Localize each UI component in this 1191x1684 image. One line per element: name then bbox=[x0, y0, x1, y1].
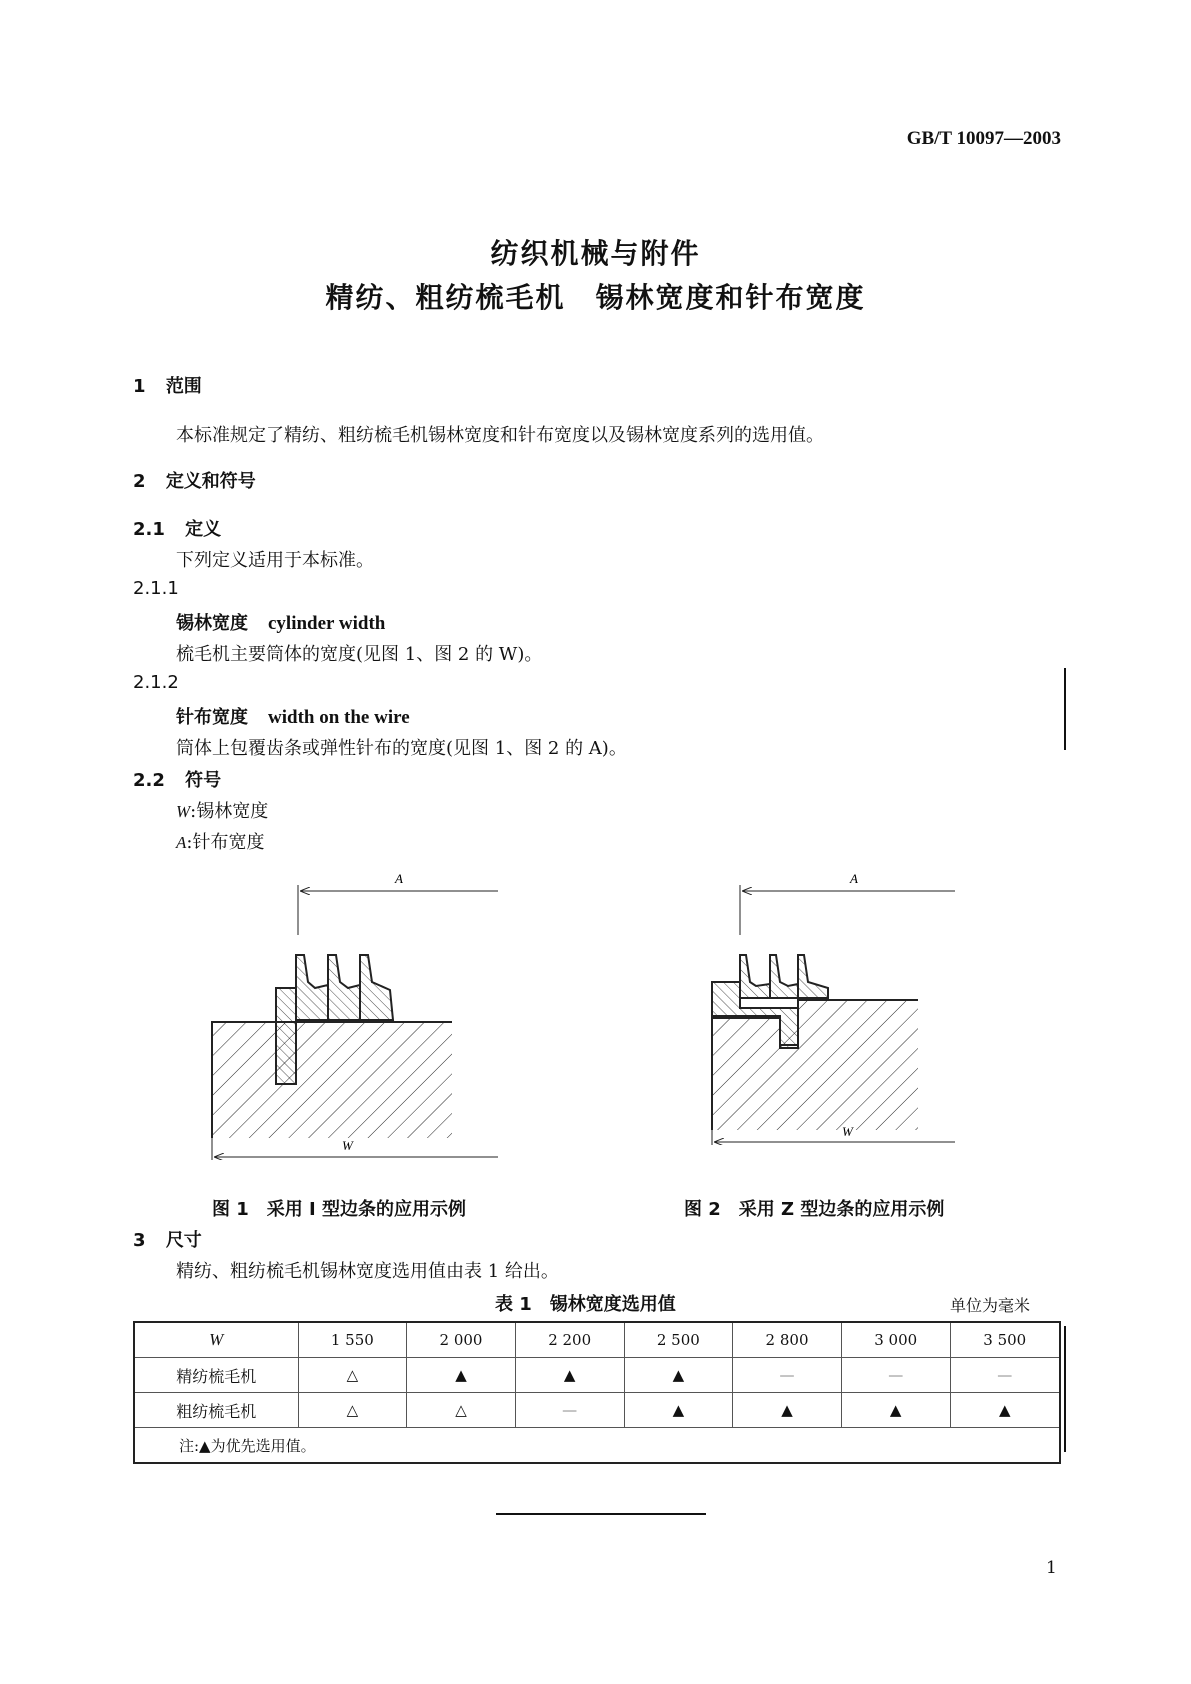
cylinder-body bbox=[212, 1022, 452, 1138]
table-unit: 单位为毫米 bbox=[950, 1296, 1031, 1315]
section-title: 尺寸 bbox=[165, 1230, 202, 1251]
card-wire bbox=[740, 955, 828, 998]
dim-w-label: W bbox=[842, 1124, 853, 1139]
term-width-on-wire bbox=[176, 703, 410, 729]
term-en: cylinder width bbox=[268, 613, 386, 634]
section-number: 3 bbox=[133, 1230, 146, 1251]
header-cell: 1 550 bbox=[298, 1322, 407, 1358]
section-number: 1 bbox=[133, 376, 146, 397]
card-wire bbox=[296, 955, 393, 1020]
section-2-1-text: 下列定义适用于本标准。 bbox=[176, 550, 374, 571]
table-cell: ▲ bbox=[407, 1358, 516, 1393]
title-line-1: 纺织机械与附件 bbox=[490, 237, 701, 270]
figure-2-diagram bbox=[700, 870, 970, 1145]
table-1 bbox=[133, 1321, 1061, 1464]
section-1-text: 本标准规定了精纺、粗纺梳毛机锡林宽度和针布宽度以及锡林宽度系列的选用值。 bbox=[176, 425, 824, 446]
table-1-caption: 表 1 锡林宽度选用值 bbox=[495, 1294, 676, 1315]
table-row bbox=[134, 1393, 1060, 1428]
table-cell: ▲ bbox=[950, 1393, 1060, 1428]
title-line-2: 精纺、粗纺梳毛机 锡林宽度和针布宽度 bbox=[325, 281, 866, 314]
table-cell: — bbox=[841, 1358, 950, 1393]
term-zh: 针布宽度 bbox=[176, 707, 248, 728]
i-type-edge-strip bbox=[276, 988, 296, 1084]
section-2-1-1-number: 2.1.1 bbox=[133, 578, 179, 599]
standard-number: GB/T 10097—2003 bbox=[906, 128, 1061, 149]
dim-a-label: A bbox=[395, 871, 403, 886]
table-row bbox=[134, 1358, 1060, 1393]
header-cell: 2 200 bbox=[515, 1322, 624, 1358]
section-3-text: 精纺、粗纺梳毛机锡林宽度选用值由表 1 给出。 bbox=[176, 1261, 559, 1282]
table-cell: △ bbox=[298, 1393, 407, 1428]
section-number: 2 bbox=[133, 471, 146, 492]
section-2-heading bbox=[133, 467, 256, 493]
table-cell: ▲ bbox=[515, 1358, 624, 1393]
header-cell: 3 500 bbox=[950, 1322, 1060, 1358]
section-title: 定义和符号 bbox=[165, 471, 256, 492]
table-header-row bbox=[134, 1322, 1060, 1358]
table-cell: ▲ bbox=[624, 1393, 733, 1428]
end-rule bbox=[496, 1513, 706, 1515]
header-w: W bbox=[134, 1322, 298, 1358]
section-title: 符号 bbox=[185, 770, 222, 791]
dim-a-label: A bbox=[850, 871, 858, 886]
table-cell: △ bbox=[407, 1393, 516, 1428]
header-cell: 2 800 bbox=[733, 1322, 842, 1358]
margin-bar bbox=[1064, 668, 1066, 750]
table-note: 注:▲为优先选用值。 bbox=[134, 1428, 1060, 1464]
table-cell: — bbox=[950, 1358, 1060, 1393]
header-cell: 3 000 bbox=[841, 1322, 950, 1358]
symbol-letter: W bbox=[176, 802, 191, 821]
figure-1-diagram bbox=[200, 870, 510, 1160]
page-number: 1 bbox=[1046, 1558, 1057, 1578]
section-2-2-heading bbox=[133, 766, 221, 792]
term-en: width on the wire bbox=[268, 707, 410, 728]
symbol-desc: :针布宽度 bbox=[186, 832, 265, 853]
section-2-1-2-number: 2.1.2 bbox=[133, 672, 179, 693]
term-zh: 锡林宽度 bbox=[176, 613, 248, 634]
table-cell: — bbox=[733, 1358, 842, 1393]
figure-1-caption: 图 1 采用 I 型边条的应用示例 bbox=[212, 1199, 467, 1220]
header-cell: 2 500 bbox=[624, 1322, 733, 1358]
figure-2-caption: 图 2 采用 Z 型边条的应用示例 bbox=[684, 1199, 945, 1220]
header-cell: 2 000 bbox=[407, 1322, 516, 1358]
term-cylinder-width bbox=[176, 609, 385, 635]
table-note-row bbox=[134, 1428, 1060, 1464]
section-number: 2.1 bbox=[133, 519, 165, 540]
cylinder-body bbox=[712, 1000, 918, 1130]
section-3-heading bbox=[133, 1226, 202, 1252]
dim-w-label: W bbox=[342, 1138, 353, 1153]
table-cell: — bbox=[515, 1393, 624, 1428]
section-2-1-heading bbox=[133, 515, 221, 541]
margin-bar bbox=[1064, 1326, 1066, 1452]
symbol-w bbox=[176, 797, 268, 823]
table-cell: ▲ bbox=[733, 1393, 842, 1428]
table-cell: ▲ bbox=[841, 1393, 950, 1428]
symbol-letter: A bbox=[176, 833, 187, 852]
symbol-desc: :锡林宽度 bbox=[190, 801, 269, 822]
table-cell: ▲ bbox=[624, 1358, 733, 1393]
table-cell: △ bbox=[298, 1358, 407, 1393]
symbol-a bbox=[176, 828, 264, 854]
section-title: 定义 bbox=[185, 519, 222, 540]
section-title: 范围 bbox=[165, 376, 202, 397]
section-1-heading bbox=[133, 372, 202, 398]
row-label: 精纺梳毛机 bbox=[134, 1358, 298, 1393]
section-number: 2.2 bbox=[133, 770, 165, 791]
definition-width-on-wire: 筒体上包覆齿条或弹性针布的宽度(见图 1、图 2 的 A)。 bbox=[176, 738, 627, 759]
definition-cylinder-width: 梳毛机主要筒体的宽度(见图 1、图 2 的 W)。 bbox=[176, 644, 543, 665]
row-label: 粗纺梳毛机 bbox=[134, 1393, 298, 1428]
